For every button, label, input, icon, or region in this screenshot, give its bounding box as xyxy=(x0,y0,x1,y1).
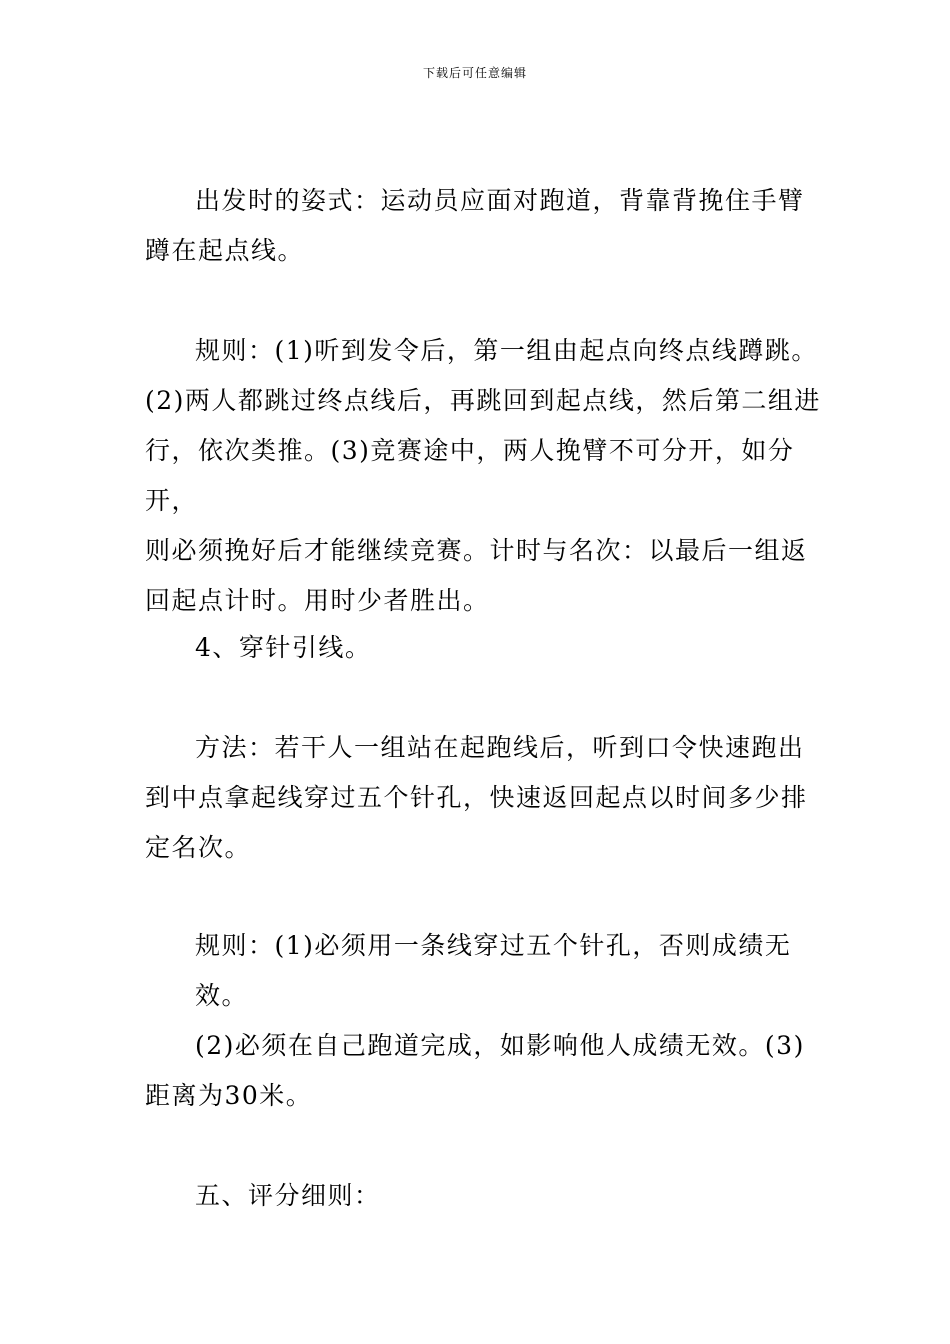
paragraph-start-posture xyxy=(145,176,835,276)
paragraph-line: 定名次。 xyxy=(145,833,252,862)
paragraph-line: (2)两人都跳过终点线后，再跳回到起点线，然后第二组进 xyxy=(145,386,821,415)
paragraph-line: 出发时的姿式：运动员应面对跑道，背靠背挽住手臂 xyxy=(195,186,805,215)
paragraph-line: 五、评分细则： xyxy=(195,1181,381,1210)
paragraph-line: 则必须挽好后才能继续竞赛。计时与名次：以最后一组返 xyxy=(145,536,808,565)
paragraph-line: 回起点计时。用时少者胜出。 xyxy=(145,586,490,615)
section-heading-threading xyxy=(145,623,835,673)
paragraph-line: 规则：(1)必须用一条线穿过五个针孔，否则成绩无效。 xyxy=(195,931,792,1010)
paragraph-line: 4、穿针引线。 xyxy=(195,633,372,662)
paragraph-line: 蹲在起点线。 xyxy=(145,236,305,265)
paragraph-rules-1 xyxy=(145,326,835,626)
paragraph-line: (2)必须在自己跑道完成，如影响他人成绩无效。(3) xyxy=(195,1031,805,1060)
paragraph-line: 距离为30米。 xyxy=(145,1081,313,1110)
page-header: 下载后可任意编辑 xyxy=(422,66,527,80)
paragraph-line: 方法：若干人一组站在起跑线后，听到口令快速跑出 xyxy=(195,733,805,762)
paragraph-line: 规则：(1)听到发令后，第一组由起点向终点线蹲跳。 xyxy=(195,336,818,365)
section-heading-scoring xyxy=(145,1171,835,1221)
paragraph-rules-2 xyxy=(145,921,835,1021)
paragraph-line: 行，依次类推。(3)竞赛途中，两人挽臂不可分开，如分开， xyxy=(145,436,795,515)
paragraph-method xyxy=(145,723,835,873)
paragraph-rules-2-cont xyxy=(145,1021,835,1121)
paragraph-line: 到中点拿起线穿过五个针孔，快速返回起点以时间多少排 xyxy=(145,783,808,812)
